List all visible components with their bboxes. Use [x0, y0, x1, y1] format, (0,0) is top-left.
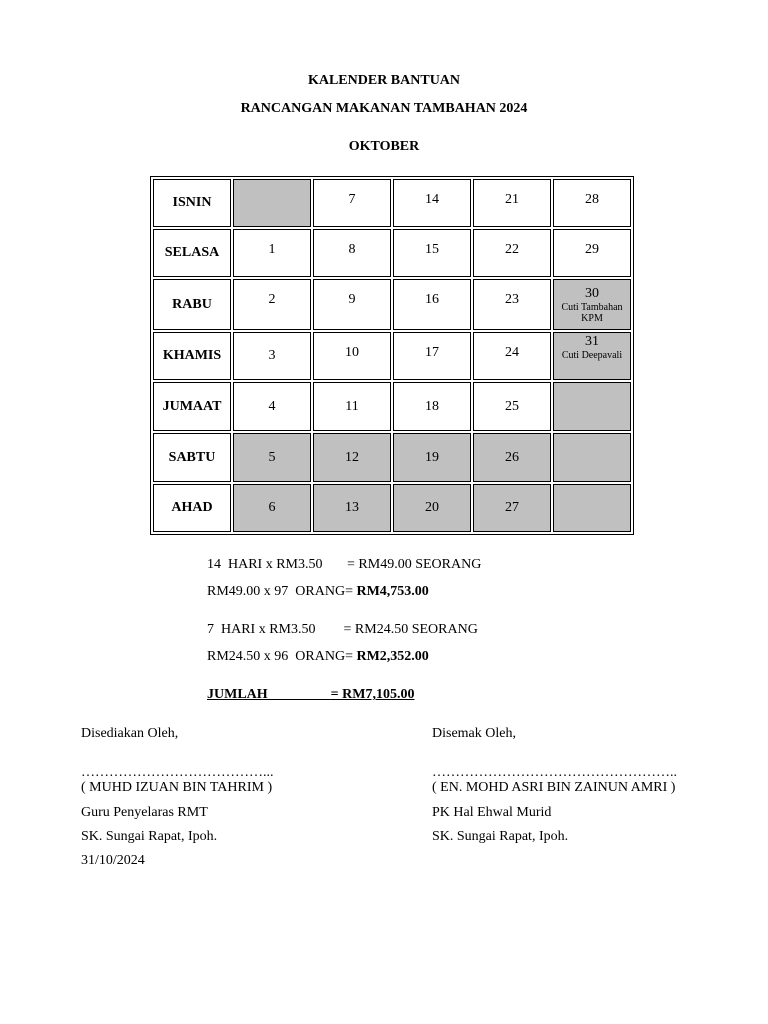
document-subtitle: RANCANGAN MAKANAN TAMBAHAN 2024: [240, 101, 528, 116]
prepared-by-school: SK. Sungai Rapat, Ipoh.: [81, 829, 218, 844]
date-cell: 18: [393, 382, 471, 431]
calendar-row-ahad: [153, 484, 631, 532]
calc-line-3: 7 HARI x RM3.50 = RM24.50 SEORANG: [207, 622, 478, 637]
total-value: = RM7,105.00: [330, 687, 415, 702]
empty-cell: [553, 382, 631, 431]
checked-by-role: PK Hal Ehwal Murid: [432, 805, 552, 820]
calendar-row-rabu: [153, 279, 631, 330]
document-title: KALENDER BANTUAN: [307, 73, 461, 88]
date-cell: 2: [233, 279, 311, 330]
empty-cell: [233, 179, 311, 227]
date-cell: 15: [393, 229, 471, 277]
calc-line-2: [207, 584, 429, 600]
holiday-note: Cuti Deepavali: [561, 350, 623, 361]
date-number: 30: [585, 285, 599, 301]
calendar-row-sabtu: [153, 433, 631, 482]
checked-by-name: ( EN. MOHD ASRI BIN ZAINUN AMRI ): [432, 780, 676, 795]
prepared-date: 31/10/2024: [81, 853, 145, 868]
checked-by-title: Disemak Oleh,: [432, 726, 516, 741]
day-label: JUMAAT: [153, 382, 231, 431]
total-line: [207, 687, 414, 703]
month-title: OKTOBER: [348, 139, 420, 154]
date-cell: 19: [393, 433, 471, 482]
day-label: RABU: [153, 279, 231, 330]
empty-cell: [553, 484, 631, 532]
date-cell: 14: [393, 179, 471, 227]
date-cell: 8: [313, 229, 391, 277]
date-cell: 21: [473, 179, 551, 227]
holiday-cell-31: [553, 332, 631, 380]
date-cell: 12: [313, 433, 391, 482]
date-cell: 24: [473, 332, 551, 380]
date-cell: 1: [233, 229, 311, 277]
calendar-row-jumaat: [153, 382, 631, 431]
empty-cell: [553, 433, 631, 482]
calendar-row-selasa: [153, 229, 631, 277]
holiday-note: Cuti Tambahan: [561, 301, 623, 313]
date-cell: 5: [233, 433, 311, 482]
date-cell: 25: [473, 382, 551, 431]
date-cell: 26: [473, 433, 551, 482]
date-cell: 13: [313, 484, 391, 532]
date-cell: 11: [313, 382, 391, 431]
holiday-cell-30: [553, 279, 631, 330]
calendar-table: [150, 176, 634, 535]
calc-line-2-amount: RM4,753.00: [356, 584, 429, 599]
date-cell: 16: [393, 279, 471, 330]
day-label: ISNIN: [153, 179, 231, 227]
calc-line-4-amount: RM2,352.00: [356, 649, 429, 664]
calc-line-4: [207, 649, 429, 665]
date-cell: 28: [553, 179, 631, 227]
date-cell: 4: [233, 382, 311, 431]
day-label: SELASA: [153, 229, 231, 277]
prepared-by-signature-line: …………………………………...: [81, 765, 274, 780]
date-cell: 27: [473, 484, 551, 532]
date-cell: 17: [393, 332, 471, 380]
date-number: 31: [585, 334, 599, 349]
checked-by-school: SK. Sungai Rapat, Ipoh.: [432, 829, 569, 844]
prepared-by-title: Disediakan Oleh,: [81, 726, 179, 741]
date-cell: 20: [393, 484, 471, 532]
day-label: SABTU: [153, 433, 231, 482]
calendar-row-khamis: [153, 332, 631, 380]
date-cell: 9: [313, 279, 391, 330]
day-label: KHAMIS: [153, 332, 231, 380]
calc-line-1: 14 HARI x RM3.50 = RM49.00 SEORANG: [207, 557, 482, 572]
date-cell: 6: [233, 484, 311, 532]
date-cell: 29: [553, 229, 631, 277]
prepared-by-role: Guru Penyelaras RMT: [81, 805, 208, 820]
calendar-row-isnin: [153, 179, 631, 227]
checked-by-signature-line: ……………………………………………..: [432, 765, 677, 780]
total-label: JUMLAH: [207, 687, 331, 702]
date-cell: 10: [313, 332, 391, 380]
date-cell: 22: [473, 229, 551, 277]
holiday-note: KPM: [581, 312, 603, 324]
date-cell: 3: [233, 332, 311, 380]
prepared-by-name: ( MUHD IZUAN BIN TAHRIM ): [81, 780, 273, 795]
day-label: AHAD: [153, 484, 231, 532]
date-cell: 23: [473, 279, 551, 330]
date-cell: 7: [313, 179, 391, 227]
calc-line-4-text: RM24.50 x 96 ORANG=: [207, 649, 357, 664]
calc-line-2-text: RM49.00 x 97 ORANG=: [207, 584, 357, 599]
